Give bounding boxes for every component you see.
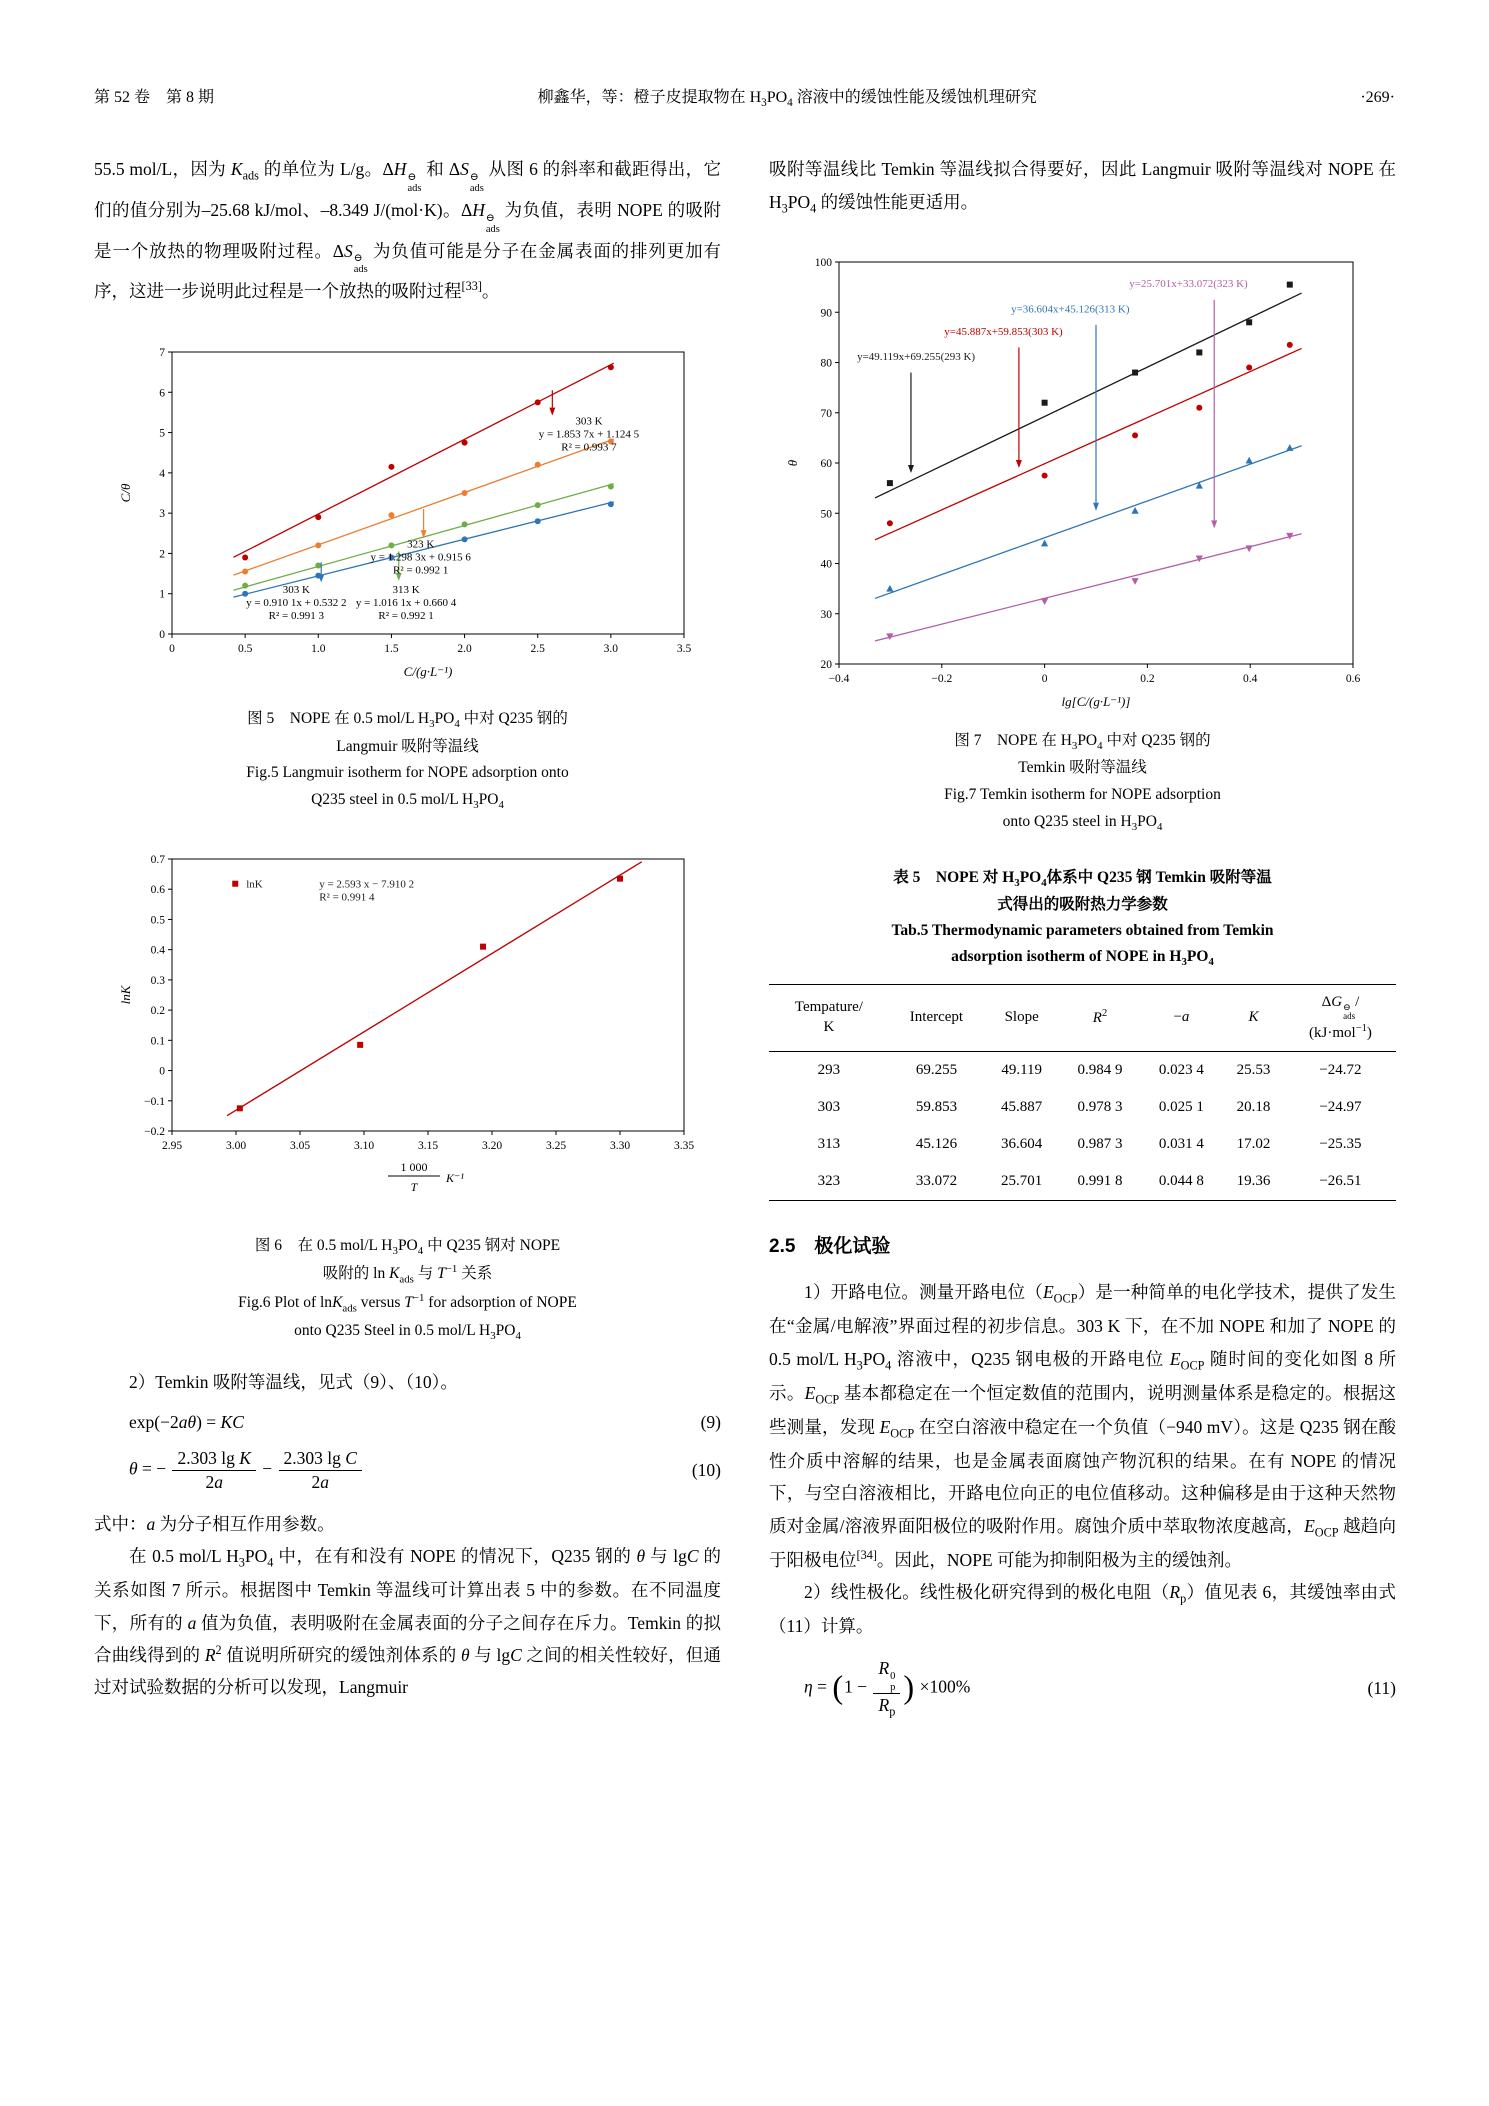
table-5-title-cn-line2: 式得出的吸附热力学参数 xyxy=(997,896,1168,914)
fig7-plot xyxy=(783,248,1383,718)
table5-cell: 0.023 4 xyxy=(1158,1062,1204,1079)
svg-text:R² = 0.991 4: R² = 0.991 4 xyxy=(318,891,375,904)
svg-text:3.10: 3.10 xyxy=(353,1139,374,1152)
svg-text:3: 3 xyxy=(158,507,165,520)
equation-10-body: θ = − $\frac{\text{2.303 lg K}}{2a}$ − $\frac{\text{2.303 lg C}}{2a}$ xyxy=(94,1447,692,1494)
svg-text:R² = 0.992 1: R² = 0.992 1 xyxy=(377,609,434,622)
svg-text:3.20: 3.20 xyxy=(481,1139,502,1152)
figure-7-caption xyxy=(769,728,1396,837)
table5-cell: 293 xyxy=(817,1062,841,1079)
journal-header xyxy=(94,84,1395,109)
svg-text:3.35: 3.35 xyxy=(673,1139,694,1152)
svg-text:y=36.604x+45.126(313 K): y=36.604x+45.126(313 K) xyxy=(1010,302,1130,315)
svg-text:30: 30 xyxy=(820,608,832,621)
svg-text:0: 0 xyxy=(158,628,165,641)
table5-cell: 17.02 xyxy=(1236,1136,1271,1153)
svg-text:303 K: 303 K xyxy=(574,415,603,428)
svg-text:3.05: 3.05 xyxy=(289,1139,310,1152)
svg-text:R² = 0.991 3: R² = 0.991 3 xyxy=(268,609,324,622)
paragraph-thermodynamics: 55.5 mol/L，因为 $K_{ads}$ 的单位为 L/g。ΔH ⊖ ads 和 ΔS ⊖ ads 从图 6 的斜率和截距得出，它们的值分别为–25.68 kJ/mol、–8.349 J/(mol·K)。ΔH ⊖ ads 为负值，表明 NOPE 的吸附是一个放热的物理吸附过程。ΔS ⊖ ads 为负值可能是分子在金属表面的排列更加有序，这进一步说明此过程是一个放热的吸附过程[33]。 xyxy=(94,159,722,302)
table5-column-header: Intercept xyxy=(889,984,984,1051)
figure-6-caption-cn-line1: 图 6 在 0.5 mol/L $H_3PO_4$ 中 Q235 钢对 NOPE xyxy=(254,1236,561,1257)
figure-5-caption-en-line2: Q235 steel in 0.5 mol/L $H_3PO_4$ xyxy=(311,790,504,811)
svg-text:0.5: 0.5 xyxy=(150,914,165,927)
svg-text:C/(g·L⁻¹): C/(g·L⁻¹) xyxy=(403,663,452,679)
right-column xyxy=(769,153,1396,1734)
two-column-body xyxy=(94,153,1395,1734)
figure-7-caption-en-line1: Fig.7 Temkin isotherm for NOPE adsorption xyxy=(944,786,1221,804)
equation-10 xyxy=(94,1447,721,1494)
svg-text:−0.4: −0.4 xyxy=(828,672,849,685)
svg-text:1: 1 xyxy=(158,588,165,601)
svg-text:60: 60 xyxy=(820,457,832,470)
table5-column-header: Slope xyxy=(984,984,1059,1051)
svg-text:3.0: 3.0 xyxy=(603,642,618,655)
figure-6-chart xyxy=(94,843,721,1223)
svg-text:1.5: 1.5 xyxy=(383,642,399,655)
table5-column-header: Tempature/ K xyxy=(769,984,889,1051)
equation-11-number: (11) xyxy=(1367,1677,1396,1698)
svg-text:2.95: 2.95 xyxy=(161,1139,182,1152)
svg-text:2.5: 2.5 xyxy=(530,642,545,655)
table5-cell: 313 xyxy=(817,1136,841,1153)
table5-row xyxy=(769,1126,1396,1163)
table5-column-header: K xyxy=(1222,984,1285,1051)
svg-text:0: 0 xyxy=(1041,672,1047,685)
svg-text:7: 7 xyxy=(158,346,165,359)
table-5-title-en-line1: Tab.5 Thermodynamic parameters obtained from Temkin xyxy=(891,922,1274,940)
svg-text:y = 1.298 3x + 0.915 6: y = 1.298 3x + 0.915 6 xyxy=(369,551,471,564)
volume-issue: 第 52 卷 第 8 期 xyxy=(94,89,215,106)
svg-text:1 000: 1 000 xyxy=(400,1159,427,1174)
svg-text:C/θ: C/θ xyxy=(117,483,133,503)
table5-cell: 59.853 xyxy=(915,1099,958,1116)
fig6-plot xyxy=(108,843,708,1223)
svg-text:y = 0.910 1x + 0.532 2: y = 0.910 1x + 0.532 2 xyxy=(245,596,347,609)
svg-text:50: 50 xyxy=(820,507,832,520)
equation-10-number: (10) xyxy=(691,1459,721,1480)
table-5-title-en-line2: adsorption isotherm of NOPE in $H_3PO_4$ xyxy=(951,947,1214,968)
table5-cell: 323 xyxy=(817,1173,841,1190)
svg-text:0.7: 0.7 xyxy=(150,853,165,866)
svg-text:80: 80 xyxy=(820,357,832,370)
svg-text:lnK: lnK xyxy=(117,985,133,1004)
figure-5-caption xyxy=(94,706,721,815)
svg-text:90: 90 xyxy=(820,306,832,319)
svg-text:6: 6 xyxy=(158,387,165,400)
table5-cell: 0.044 8 xyxy=(1158,1173,1204,1190)
table5-row xyxy=(769,1052,1396,1090)
table5-cell: 25.53 xyxy=(1236,1062,1271,1079)
figure-5-caption-en-line1: Fig.5 Langmuir isotherm for NOPE adsorption onto xyxy=(246,764,569,782)
svg-text:2.0: 2.0 xyxy=(456,642,472,655)
left-column xyxy=(94,153,721,1734)
table5-header-row xyxy=(769,984,1396,1051)
svg-text:y = 1.016 1x + 0.660 4: y = 1.016 1x + 0.660 4 xyxy=(355,596,456,609)
table5-cell: 45.887 xyxy=(1001,1099,1043,1116)
table5-column-header: $R^2$ xyxy=(1059,984,1140,1051)
section-heading-2-5: 2.5 极化试验 xyxy=(769,1236,891,1258)
table5-cell: −26.51 xyxy=(1319,1173,1362,1190)
equation-9-number: (9) xyxy=(700,1412,721,1433)
svg-text:y=45.887x+59.853(303 K): y=45.887x+59.853(303 K) xyxy=(943,325,1063,338)
figure-5-caption-cn-line2: Langmuir 吸附等温线 xyxy=(336,737,479,755)
svg-text:−0.1: −0.1 xyxy=(143,1095,165,1108)
table5-cell: 0.978 3 xyxy=(1077,1099,1123,1116)
table5-column-header: ΔG ⊖ ads / (kJ·mol$^{-1}$) xyxy=(1285,984,1396,1051)
table5-body xyxy=(769,1052,1396,1201)
svg-text:0.1: 0.1 xyxy=(150,1034,165,1047)
svg-text:−0.2: −0.2 xyxy=(930,672,952,685)
figure-7-caption-cn-line1: 图 7 NOPE 在 $H_3PO_4$ 中对 Q235 钢的 xyxy=(954,731,1211,752)
figure-5 xyxy=(94,336,721,815)
svg-text:323 K: 323 K xyxy=(406,538,434,551)
figure-7-caption-cn-line2: Temkin 吸附等温线 xyxy=(1018,759,1147,777)
svg-text:y = 1.853 7x + 1.124 5: y = 1.853 7x + 1.124 5 xyxy=(538,428,639,441)
svg-text:0.3: 0.3 xyxy=(150,974,165,987)
table5-cell: 0.987 3 xyxy=(1077,1136,1123,1153)
svg-text:lg[C/(g·L⁻¹)]: lg[C/(g·L⁻¹)] xyxy=(1061,693,1130,709)
svg-text:0.6: 0.6 xyxy=(1345,672,1360,685)
equation-9 xyxy=(94,1412,721,1433)
table5-cell: −24.97 xyxy=(1319,1099,1362,1116)
table5-cell: 303 xyxy=(817,1099,841,1116)
figure-5-chart xyxy=(94,336,721,696)
svg-text:0: 0 xyxy=(168,642,175,655)
svg-text:3.25: 3.25 xyxy=(545,1139,566,1152)
figure-6 xyxy=(94,843,721,1346)
svg-text:303 K: 303 K xyxy=(282,583,310,596)
svg-text:y=25.701x+33.072(323 K): y=25.701x+33.072(323 K) xyxy=(1128,277,1248,290)
paragraph-temkin-discussion: 在 0.5 mol/L $H_3PO_4$ 中，在有和没有 NOPE 的情况下，Q235 钢的 θ 与 lgC 的关系如图 7 所示。根据图中 Temkin 等温线可计算出表 5 中的参数。在不同温度下，所有的 a 值为负值，表明吸附在金属表面的分子之间存在斥力。Temkin 的拟合曲线得到的 $R^2$ 值说明所研究的缓蚀剂体系的 θ 与 lgC 之间的相关性较好，但通过对试验数据的分析可以发现，Langmuir xyxy=(94,1546,722,1698)
table5-cell: −25.35 xyxy=(1319,1136,1362,1153)
figure-6-caption-en-line2: onto Q235 Steel in 0.5 mol/L $H_3PO_4$ xyxy=(294,1322,521,1343)
paragraph-parameter-note: 式中：a 为分子相互作用参数。 xyxy=(94,1513,335,1534)
figure-7-chart xyxy=(769,248,1396,718)
svg-text:40: 40 xyxy=(820,558,832,571)
svg-text:0.4: 0.4 xyxy=(150,944,165,957)
table5-cell: 69.255 xyxy=(915,1062,958,1079)
svg-text:3.5: 3.5 xyxy=(676,642,691,655)
table-5-title-cn-line1: 表 5 NOPE 对 $H_3PO_4$体系中 Q235 钢 Temkin 吸附等温 xyxy=(893,868,1272,889)
equation-11 xyxy=(769,1657,1396,1720)
table5-cell: 33.072 xyxy=(915,1173,958,1190)
svg-text:0.6: 0.6 xyxy=(150,883,165,896)
svg-text:5: 5 xyxy=(158,427,165,440)
table5-row xyxy=(769,1089,1396,1126)
svg-text:0.2: 0.2 xyxy=(150,1004,165,1017)
table5-cell: −24.72 xyxy=(1319,1062,1362,1079)
fig5-plot xyxy=(108,336,708,696)
table-5 xyxy=(769,984,1396,1201)
table5-cell: 0.031 4 xyxy=(1158,1136,1204,1153)
svg-text:3.00: 3.00 xyxy=(225,1139,246,1152)
figure-6-caption xyxy=(94,1233,721,1346)
svg-text:R² = 0.993 7: R² = 0.993 7 xyxy=(560,441,617,454)
svg-text:K⁻¹: K⁻¹ xyxy=(445,1170,464,1185)
svg-text:θ: θ xyxy=(784,459,800,466)
svg-text:y = 2.593 x − 7.910 2: y = 2.593 x − 7.910 2 xyxy=(318,878,414,891)
figure-5-caption-cn-line1: 图 5 NOPE 在 0.5 mol/L $H_3PO_4$ 中对 Q235 钢的 xyxy=(247,709,568,730)
svg-text:0.2: 0.2 xyxy=(1139,672,1155,685)
table5-column-header: −a xyxy=(1141,984,1222,1051)
figure-7-caption-en-line2: onto Q235 steel in $H_3PO_4$ xyxy=(1002,812,1163,833)
svg-text:−0.2: −0.2 xyxy=(143,1125,165,1138)
equation-11-body: η = (1 − R 0 p $R_p$ ) ×100% xyxy=(804,1657,971,1719)
svg-text:0.4: 0.4 xyxy=(1242,672,1257,685)
table5-cell: 0.984 9 xyxy=(1077,1062,1123,1079)
figure-6-caption-en-line1: Fig.6 Plot of lnK$_{ads}$ versus $T^{-1}$ for adsorption of NOPE xyxy=(238,1292,577,1315)
table5-cell: 45.126 xyxy=(915,1136,958,1153)
table5-cell: 0.025 1 xyxy=(1158,1099,1204,1116)
table5-cell: 25.701 xyxy=(1001,1173,1043,1190)
table5-row xyxy=(769,1163,1396,1201)
svg-text:2: 2 xyxy=(158,548,165,561)
svg-text:4: 4 xyxy=(158,467,165,480)
svg-text:3.15: 3.15 xyxy=(417,1139,438,1152)
svg-text:lnK: lnK xyxy=(245,878,263,891)
table5-cell: 49.119 xyxy=(1001,1062,1043,1079)
svg-text:70: 70 xyxy=(820,407,832,420)
svg-text:R² = 0.992 1: R² = 0.992 1 xyxy=(392,564,448,577)
svg-text:313 K: 313 K xyxy=(391,583,420,596)
equation-9-body: exp(−2aθ) = KC xyxy=(129,1412,244,1433)
table5-cell: 20.18 xyxy=(1236,1099,1271,1116)
page-number: ·269· xyxy=(1360,89,1395,106)
running-title: 柳鑫华，等：橙子皮提取物在 $H_3PO_4$ 溶液中的缓蚀性能及缓蚀机理研究 xyxy=(537,89,1037,110)
svg-text:1.0: 1.0 xyxy=(310,642,325,655)
svg-text:20: 20 xyxy=(820,658,832,671)
paragraph-langmuir-conclusion: 吸附等温线比 Temkin 等温线拟合得要好，因此 Langmuir 吸附等温线对 NOPE 在 $H_3PO_4$ 的缓蚀性能更适用。 xyxy=(769,159,1396,216)
svg-text:100: 100 xyxy=(814,256,832,269)
table5-cell: 19.36 xyxy=(1236,1173,1271,1190)
figure-7 xyxy=(769,248,1396,837)
table5-cell: 0.991 8 xyxy=(1077,1173,1123,1190)
svg-text:3.30: 3.30 xyxy=(609,1139,630,1152)
svg-text:0: 0 xyxy=(158,1065,165,1078)
figure-6-caption-cn-line2: 吸附的 $\ln K_{ads}$ 与 $T^{-1}$ 关系 xyxy=(322,1263,493,1286)
svg-text:y=49.119x+69.255(293 K): y=49.119x+69.255(293 K) xyxy=(856,350,975,363)
paragraph-temkin-intro: 2）Temkin 吸附等温线，见式（9）、（10）。 xyxy=(129,1371,458,1392)
table5-cell: 36.604 xyxy=(1001,1136,1043,1153)
svg-text:T: T xyxy=(410,1179,417,1194)
paragraph-linear-polarization: 2）线性极化。线性极化研究得到的极化电阻$(R_p)$值见表 6，其缓蚀率由式（11）计算。 xyxy=(769,1582,1397,1637)
paragraph-ocp: 1）开路电位。测量开路电位$(E_{OCP})$是一种简单的电化学技术，提供了发生在“金属/电解液”界面过程的初步信息。303 K 下，在不加 NOPE 和加了 NOPE 的 0.5 mol/L $H_3PO_4$ 溶液中，Q235 钢电极的开路电位 $E_{OCP}$ 随时间的变化如图 8 所示。$E_{OCP}$ 基本都稳定在一个恒定数值的范围内，说明测量体系是稳定的。根据这些测量，发现 $E_{OCP}$ 在空白溶液中稳定在一个负值（−940 mV）。这是 Q235 钢在酸性介质中溶解的结果，也是金属表面腐蚀产物沉积的结果。在有 NOPE 的情况下，与空白溶液相比，开路电位向正的电位值移动。这种偏移是由于这种天然物质对金属/溶液界面阳极位的吸附作用。腐蚀介质中萃取物浓度越高，$E_{OCP}$ 越趋向于阳极电位[34]。因此，NOPE 可能为抑制阳极为主的缓蚀剂。 xyxy=(769,1282,1397,1570)
table-5-title xyxy=(769,865,1396,972)
svg-text:0.5: 0.5 xyxy=(237,642,252,655)
